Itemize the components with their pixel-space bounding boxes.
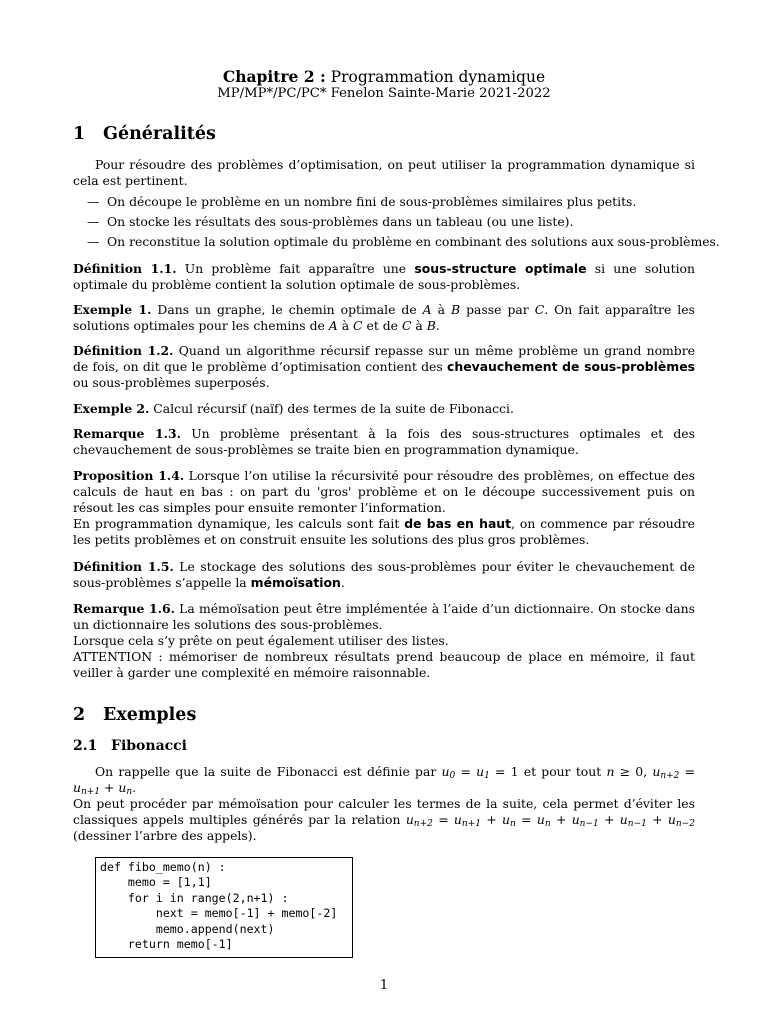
- memoisation-paragraph: On peut procéder par mémoïsation pour calculer les termes de la suite, cela permet d’éviter les classiques appels multiples générés par la relation $u_{n+2} = u_{n+1} + u_n = u_n + u_{n-1} + u_{n-1} + u_{n-2}$ (dessiner l’arbre des appels).: [73, 796, 695, 843]
- example-2: Exemple 2. Calcul récursif (naïf) des termes de la suite de Fibonacci.: [73, 401, 514, 416]
- chapter-subtitle: MP/MP*/PC/PC* Fenelon Sainte-Marie 2021-2022: [217, 86, 551, 101]
- definition-1-2: Définition 1.2. Quand un algorithme récursif repasse sur un même problème un grand nombre de fois, on dit que le problème d’optimisation contient des chevauchement de sous-problèmes ou sous-problèmes superposés.: [73, 343, 695, 390]
- code-line: next = memo[-1] + memo[-2]: [100, 906, 338, 921]
- example-1: Exemple 1. Dans un graphe, le chemin optimale de A à B passe par C. On fait apparaître les solutions optimales pour les chemins de A à C et de C à B.: [73, 302, 695, 333]
- fibonacci-definition-paragraph: On rappelle que la suite de Fibonacci est définie par $u_0 = u_1 = 1$ et pour tout n ≥ 0, $u_{n+2} = u_{n+1} + u_n$.: [73, 764, 695, 797]
- chapter-name: Programmation dynamique: [330, 68, 546, 86]
- intro-paragraph: Pour résoudre des problèmes d’optimisation, on peut utiliser la programmation dynamique si cela est pertinent.: [73, 157, 695, 188]
- code-block: [95, 857, 353, 958]
- subsection-heading-fibonacci: 2.1 Fibonacci: [73, 738, 188, 754]
- code-line: memo = [1,1]: [100, 875, 212, 890]
- chapter-number: Chapitre 2 :: [222, 67, 326, 86]
- page-number: 1: [379, 978, 389, 993]
- definition-1-1: Définition 1.1. Un problème fait apparaître une sous-structure optimale si une solution optimale du problème contient la solution optimale de sous-problèmes.: [73, 261, 695, 292]
- section-heading-exemples: 2 Exemples: [73, 705, 197, 725]
- code-line: memo.append(next): [100, 921, 275, 936]
- chapter-title: [73, 68, 695, 86]
- list-item: — On stocke les résultats des sous-problèmes dans un tableau (ou une liste).: [87, 214, 574, 229]
- section-heading-generalites: 1 Généralités: [73, 124, 216, 144]
- code-line: def fibo_memo(n) :: [100, 860, 226, 874]
- proposition-1-4: Proposition 1.4. Lorsque l’on utilise la récursivité pour résoudre des problèmes, on effectue des calculs de haut en bas : on part du 'gros' problème et on le découpe successivement puis on résout les cas simples pour ensuite remonter l’information. En programmation dynamique, les calculs sont fait de bas en haut, on commence par résoudre les petits problèmes et on construit ensuite les solutions des plus gros problèmes.: [73, 468, 695, 547]
- remark-1-3: Remarque 1.3. Un problème présentant à la fois des sous-structures optimales et des chevauchement de sous-problèmes se traite bien en programmation dynamique.: [73, 426, 695, 457]
- code-line: for i in range(2,n+1) :: [100, 890, 289, 905]
- remark-1-6: Remarque 1.6. La mémoïsation peut être implémentée à l’aide d’un dictionnaire. On stocke dans un dictionnaire les solutions des sous-problèmes. Lorsque cela s’y prête on peut également utiliser des listes. ATTENTION : mémoriser de nombreux résultats prend beaucoup de place en mémoire, il faut veiller à garder une complexité en mémoire raisonnable.: [73, 601, 695, 680]
- list-item: — On reconstitue la solution optimale du problème en combinant des solutions aux sous-problèmes.: [87, 234, 720, 249]
- definition-1-5: Définition 1.5. Le stockage des solutions des sous-problèmes pour éviter le chevauchement de sous-problèmes s’appelle la mémoïsation.: [73, 559, 695, 590]
- list-item: — On découpe le problème en un nombre fini de sous-problèmes similaires plus petits.: [87, 194, 637, 209]
- code-line: return memo[-1]: [100, 937, 233, 952]
